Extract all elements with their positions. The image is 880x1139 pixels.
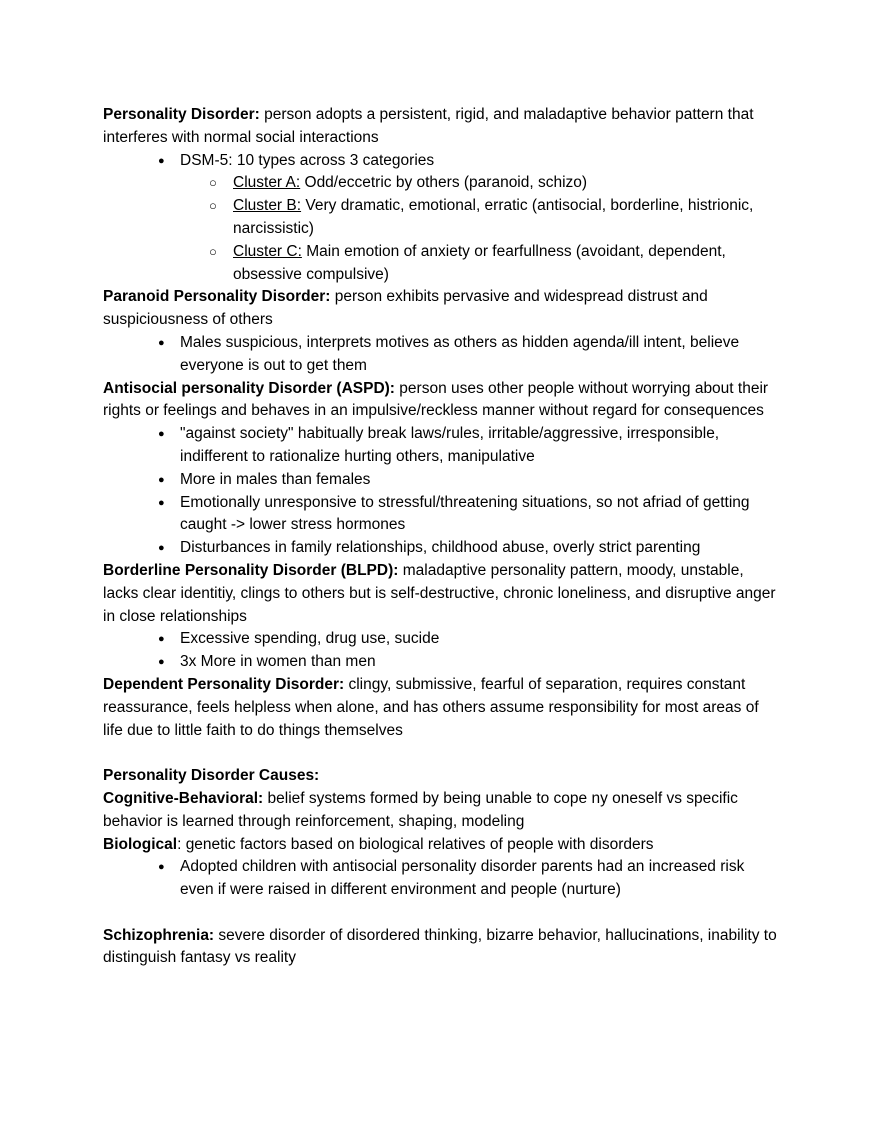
list-item-text: Adopted children with antisocial personality disorder parents had an increased risk even if were raised in different environment and people (nurture) bbox=[180, 858, 745, 899]
cluster-a-label: Cluster A: bbox=[233, 174, 301, 192]
paragraph-dependent-pd bbox=[103, 674, 777, 742]
paragraph-text: severe disorder of disordered thinking, bizarre behavior, hallucinations, inability to distinguish fantasy vs reality bbox=[103, 926, 777, 967]
list-item bbox=[103, 537, 777, 560]
list-item bbox=[103, 469, 777, 492]
list-item-text: Disturbances in family relationships, childhood abuse, overly strict parenting bbox=[180, 539, 701, 557]
bullet-dot-icon: ● bbox=[158, 542, 165, 555]
list-item-text bbox=[233, 172, 777, 195]
paragraph-blpd bbox=[103, 560, 777, 628]
list-item bbox=[103, 628, 777, 651]
list-item-text: Emotionally unresponsive to stressful/threatening situations, so not afriad of getting caught -> lower stress hormones bbox=[180, 493, 750, 534]
paragraph-causes-heading bbox=[103, 765, 777, 788]
blank-line bbox=[103, 902, 777, 925]
cluster-c-text: Main emotion of anxiety or fearfullness (avoidant, dependent, obsessive compulsive) bbox=[233, 242, 726, 283]
cluster-c-label: Cluster C: bbox=[233, 242, 302, 260]
list-item bbox=[103, 332, 777, 378]
paragraph-biological bbox=[103, 834, 777, 857]
paragraph-aspd bbox=[103, 378, 777, 424]
term-bold: Personality Disorder Causes: bbox=[103, 767, 320, 785]
bullet-dot-icon: ● bbox=[158, 861, 165, 874]
list-item-text: "against society" habitually break laws/rules, irritable/aggressive, irresponsible, indifferent to rationalize hurting others, manipulative bbox=[180, 425, 720, 465]
term-bold: Cognitive-Behavioral: bbox=[103, 789, 264, 807]
blank-line bbox=[103, 742, 777, 765]
list-item-text: Excessive spending, drug use, sucide bbox=[180, 630, 440, 648]
list-item bbox=[103, 423, 777, 469]
bullet-circle-icon: ○ bbox=[209, 198, 217, 214]
term-bold: Schizophrenia: bbox=[103, 926, 215, 944]
bullet-dot-icon: ● bbox=[158, 473, 165, 486]
list-item bbox=[103, 651, 777, 674]
list-item bbox=[103, 856, 777, 902]
paragraph-text: : genetic factors based on biological relatives of people with disorders bbox=[177, 835, 654, 853]
list-item bbox=[103, 241, 777, 287]
term-bold: Paranoid Personality Disorder: bbox=[103, 288, 331, 306]
list-item-text bbox=[233, 241, 777, 287]
list-item-text: 3x More in women than men bbox=[180, 653, 376, 671]
cluster-b-label: Cluster B: bbox=[233, 197, 302, 215]
bullet-dot-icon: ● bbox=[158, 154, 165, 167]
bullet-dot-icon: ● bbox=[158, 633, 165, 646]
list-item bbox=[103, 150, 777, 173]
cluster-b-text: Very dramatic, emotional, erratic (antisocial, borderline, histrionic, narcissistic) bbox=[233, 197, 754, 237]
list-item bbox=[103, 492, 777, 538]
bullet-circle-icon: ○ bbox=[209, 175, 217, 191]
list-item bbox=[103, 195, 777, 241]
term-bold: Personality Disorder: bbox=[103, 106, 260, 123]
paragraph-schizophrenia bbox=[103, 925, 777, 971]
list-item-text bbox=[233, 195, 777, 241]
term-bold: Borderline Personality Disorder (BLPD): bbox=[103, 561, 399, 579]
paragraph-text: maladaptive personality pattern, moody, unstable, lacks clear identitiy, clings to others but is self-destructive, chronic loneliness, and disruptive anger in close relationships bbox=[103, 561, 776, 625]
list-item-text: Males suspicious, interprets motives as others as hidden agenda/ill intent, believe everyone is out to get them bbox=[180, 333, 740, 374]
term-bold: Antisocial personality Disorder (ASPD): bbox=[103, 379, 395, 397]
paragraph-cognitive-behavioral bbox=[103, 788, 777, 834]
bullet-circle-icon: ○ bbox=[209, 243, 217, 259]
paragraph-text: person adopts a persistent, rigid, and maladaptive behavior pattern that interferes with normal social interactions bbox=[103, 106, 754, 146]
list-item-text: DSM-5: 10 types across 3 categories bbox=[180, 151, 435, 169]
paragraph-text: person uses other people without worrying about their rights or feelings and behaves in an impulsive/reckless manner without regard for consequences bbox=[103, 379, 769, 420]
bullet-dot-icon: ● bbox=[158, 656, 165, 669]
term-bold: Biological bbox=[103, 835, 178, 853]
term-bold: Dependent Personality Disorder: bbox=[103, 675, 345, 693]
paragraph-text: clingy, submissive, fearful of separation, requires constant reassurance, feels helpless when alone, and has others assume responsibility for most areas of life due to little faith to do things themselves bbox=[103, 675, 759, 739]
paragraph-paranoid-pd bbox=[103, 286, 777, 332]
bullet-dot-icon: ● bbox=[158, 336, 165, 349]
bullet-dot-icon: ● bbox=[158, 428, 165, 441]
paragraph-personality-disorder bbox=[103, 104, 777, 150]
paragraph-text: person exhibits pervasive and widespread distrust and suspiciousness of others bbox=[103, 288, 708, 329]
list-item bbox=[103, 172, 777, 195]
list-item-text: More in males than females bbox=[180, 470, 371, 488]
bullet-dot-icon: ● bbox=[158, 496, 165, 509]
cluster-a-text: Odd/eccetric by others (paranoid, schizo) bbox=[300, 174, 588, 192]
paragraph-text: belief systems formed by being unable to cope ny oneself vs specific behavior is learned through reinforcement, shaping, modeling bbox=[103, 789, 738, 830]
